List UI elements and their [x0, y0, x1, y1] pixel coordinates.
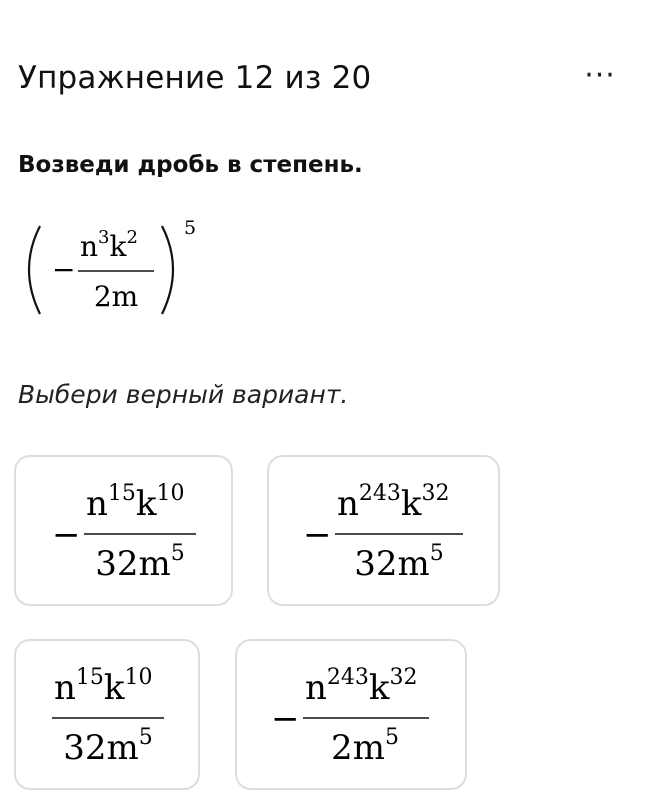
svg-text:32m5 — [354, 541, 444, 584]
option-3-n: n — [54, 668, 76, 708]
option-1-den-coef: 32 — [95, 544, 139, 584]
option-1-m-exp: 5 — [170, 541, 185, 566]
option-2-m: m — [397, 544, 430, 584]
option-3-n-exp: 15 — [75, 665, 104, 690]
option-1-n-exp: 15 — [107, 481, 136, 506]
instruction-text: Выбери верный вариант. — [18, 380, 349, 409]
option-3-formula — [16, 641, 202, 792]
expr-num-exp-n: 3 — [98, 227, 110, 248]
option-2-n: n — [337, 484, 359, 524]
svg-text:n15k10 — [86, 481, 185, 524]
option-4-k-exp: 32 — [389, 665, 418, 690]
option-2-m-exp: 5 — [429, 541, 444, 566]
more-dots-icon: ··· — [584, 58, 616, 93]
option-3-m: m — [106, 728, 139, 768]
more-options-button[interactable] — [572, 58, 628, 102]
task-prompt: Возведи дробь в степень. — [18, 152, 363, 178]
option-4-sign: − — [271, 699, 300, 739]
option-4-den-coef: 2 — [331, 728, 353, 768]
option-3-den-coef: 32 — [63, 728, 107, 768]
expr-num-base-k: k — [109, 230, 127, 263]
option-4-m: m — [352, 728, 385, 768]
answer-option-1[interactable] — [14, 455, 233, 606]
svg-text:32m5 — [63, 725, 153, 768]
expression-sign: − — [52, 253, 76, 286]
option-2-sign: − — [303, 515, 332, 555]
page-title: Упражнение 12 из 20 — [18, 60, 372, 96]
option-1-k-exp: 10 — [156, 481, 185, 506]
option-2-n-exp: 243 — [358, 481, 401, 506]
svg-text:2m5 — [331, 725, 399, 768]
right-paren-icon — [162, 226, 173, 314]
svg-text:n3k2 — [80, 227, 138, 263]
option-2-den-coef: 32 — [354, 544, 398, 584]
option-2-k-exp: 32 — [421, 481, 450, 506]
option-4-formula — [237, 641, 469, 792]
expression-svg — [14, 212, 224, 327]
expr-num-base-n: n — [80, 230, 99, 263]
answer-option-4[interactable] — [235, 639, 467, 790]
option-1-m: m — [138, 544, 171, 584]
option-1-sign: − — [52, 515, 81, 555]
option-4-m-exp: 5 — [384, 725, 399, 750]
answer-option-2[interactable] — [267, 455, 500, 606]
svg-text:32m5 — [95, 541, 185, 584]
expr-denominator: 2m — [93, 280, 139, 313]
option-2-k: k — [400, 484, 422, 524]
task-expression — [14, 212, 224, 327]
option-4-n: n — [305, 668, 327, 708]
option-4-k: k — [368, 668, 390, 708]
expr-power: 5 — [184, 217, 197, 239]
option-1-k: k — [135, 484, 157, 524]
svg-text:n15k10 — [54, 665, 153, 708]
option-3-m-exp: 5 — [138, 725, 153, 750]
option-4-n-exp: 243 — [326, 665, 369, 690]
option-1-n: n — [86, 484, 108, 524]
left-paren-icon — [29, 226, 40, 314]
option-3-k: k — [103, 668, 125, 708]
svg-text:n243k32 — [337, 481, 450, 524]
option-1-formula — [16, 457, 235, 608]
option-2-formula — [269, 457, 502, 608]
option-3-k-exp: 10 — [124, 665, 153, 690]
svg-text:n243k32 — [305, 665, 418, 708]
answer-option-3[interactable] — [14, 639, 200, 790]
expr-num-exp-k: 2 — [126, 227, 138, 248]
